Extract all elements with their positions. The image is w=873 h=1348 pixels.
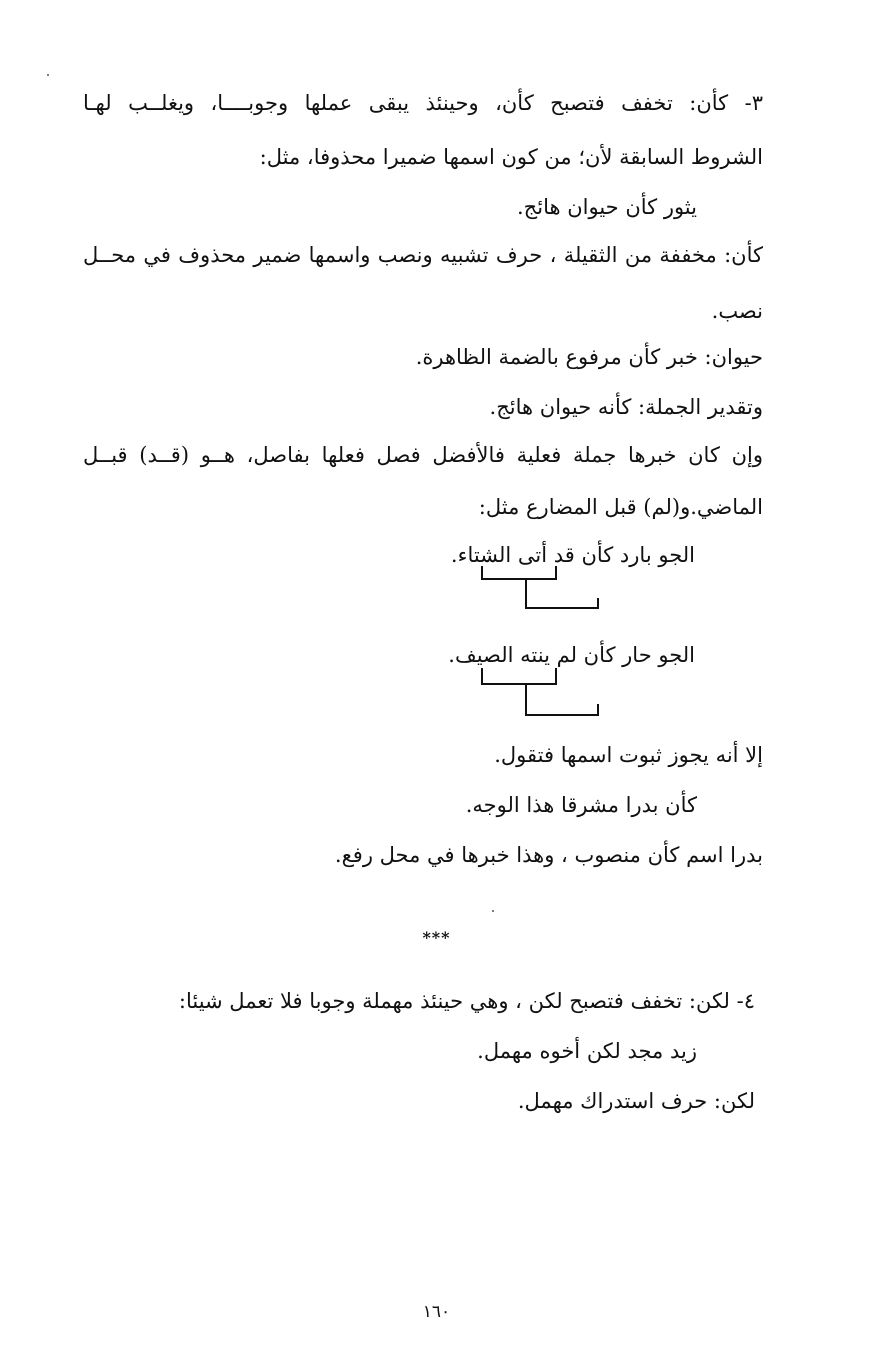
scan-speck [492,910,494,912]
example-line: الجو حار كأن لم ينته الصيف. [448,643,695,667]
text-line: إلا أنه يجوز ثبوت اسمها فتقول. [494,743,763,767]
connector-bracket [470,566,610,616]
text-line: وتقدير الجملة: كأنه حيوان هائج. [489,395,763,419]
text-line: الشروط السابقة لأن؛ من كون اسمها ضميرا محذوفا، مثل: [259,145,763,169]
text-line: لكن: حرف استدراك مهمل. [517,1089,755,1113]
page-number: ١٦٠ [422,1302,451,1322]
connector-bracket [470,668,610,718]
example-line: زيد مجد لكن أخوه مهمل. [477,1039,697,1063]
example-line: كأن بدرا مشرقا هذا الوجه. [465,793,697,817]
text-line: نصب. [711,299,763,323]
example-line: الجو بارد كأن قد أتى الشتاء. [450,543,695,567]
text-line: ٣- كأن: تخفف فتصبح كأن، وحينئذ يبقى عملها وجوبــــا، ويغلــب لهـا [83,91,763,115]
example-line: يثور كأن حيوان هائج. [517,195,697,219]
text-line: الماضي.و(لم) قبل المضارع مثل: [478,495,763,519]
section-separator: *** [422,928,451,947]
scan-speck [47,74,49,76]
text-line: بدرا اسم كأن منصوب ، وهذا خبرها في محل رفع. [334,843,763,867]
text-line: وإن كان خبرها جملة فعلية فالأفضل فصل فعلها بفاصل، هــو (قــد) قبــل [83,443,763,467]
text-line: ٤- لكن: تخفف فتصبح لكن ، وهي حينئذ مهملة وجوبا فلا تعمل شيئا: [178,989,755,1013]
text-line: حيوان: خبر كأن مرفوع بالضمة الظاهرة. [415,345,763,369]
text-line: كأن: مخففة من الثقيلة ، حرف تشبيه ونصب واسمها ضمير محذوف في محــل [83,243,763,267]
